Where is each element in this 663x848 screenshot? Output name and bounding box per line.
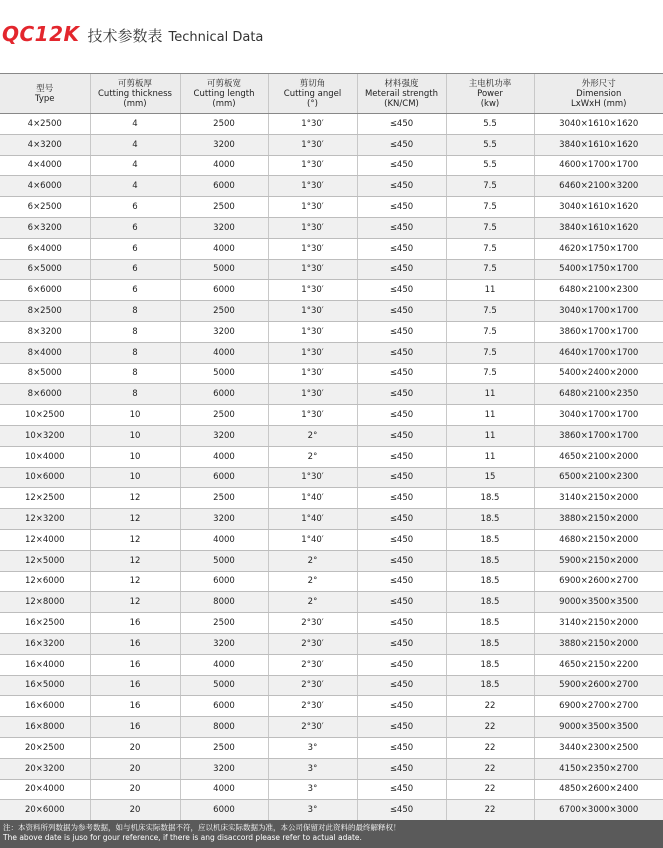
cell-power: 7.5	[446, 176, 534, 197]
cell-dimension: 5900×2150×2000	[534, 550, 663, 571]
cell-type: 12×6000	[0, 571, 90, 592]
cell-power: 7.5	[446, 301, 534, 322]
cell-length: 3200	[180, 134, 268, 155]
cell-thickness: 16	[90, 633, 180, 654]
cell-type: 16×6000	[0, 696, 90, 717]
cell-angle: 3°	[268, 758, 357, 779]
table-row	[0, 758, 663, 779]
cell-dimension: 3440×2300×2500	[534, 737, 663, 758]
cell-strength: ≤450	[357, 509, 446, 530]
cell-power: 5.5	[446, 134, 534, 155]
cell-thickness: 20	[90, 800, 180, 821]
cell-power: 11	[446, 384, 534, 405]
cell-angle: 1°30′	[268, 405, 357, 426]
table-row	[0, 363, 663, 384]
cell-strength: ≤450	[357, 550, 446, 571]
cell-thickness: 12	[90, 488, 180, 509]
cell-strength: ≤450	[357, 114, 446, 135]
cell-type: 16×3200	[0, 633, 90, 654]
cell-power: 7.5	[446, 342, 534, 363]
cell-angle: 2°	[268, 592, 357, 613]
cell-length: 4000	[180, 155, 268, 176]
cell-type: 6×2500	[0, 197, 90, 218]
cell-power: 11	[446, 405, 534, 426]
cell-strength: ≤450	[357, 717, 446, 738]
table-row	[0, 384, 663, 405]
cell-power: 18.5	[446, 654, 534, 675]
cell-strength: ≤450	[357, 238, 446, 259]
table-row	[0, 509, 663, 530]
cell-power: 18.5	[446, 488, 534, 509]
cell-type: 6×4000	[0, 238, 90, 259]
cell-type: 6×5000	[0, 259, 90, 280]
cell-strength: ≤450	[357, 633, 446, 654]
cell-length: 3200	[180, 633, 268, 654]
cell-power: 18.5	[446, 571, 534, 592]
page-header	[0, 22, 263, 50]
cell-dimension: 4850×2600×2400	[534, 779, 663, 800]
cell-thickness: 10	[90, 425, 180, 446]
table-row	[0, 717, 663, 738]
cell-dimension: 5400×1750×1700	[534, 259, 663, 280]
header-cutting-length: 可剪板宽 Cutting length (mm)	[180, 74, 268, 114]
cell-power: 5.5	[446, 114, 534, 135]
cell-strength: ≤450	[357, 758, 446, 779]
table-row	[0, 467, 663, 488]
cell-strength: ≤450	[357, 259, 446, 280]
table-row	[0, 425, 663, 446]
cell-power: 11	[446, 280, 534, 301]
cell-dimension: 6480×2100×2350	[534, 384, 663, 405]
cell-length: 8000	[180, 717, 268, 738]
cell-strength: ≤450	[357, 529, 446, 550]
title-chinese: 技术参数表	[87, 27, 163, 45]
cell-type: 16×4000	[0, 654, 90, 675]
cell-strength: ≤450	[357, 405, 446, 426]
cell-length: 6000	[180, 696, 268, 717]
footer-note	[0, 820, 663, 848]
cell-thickness: 8	[90, 384, 180, 405]
table-row	[0, 280, 663, 301]
cell-dimension: 6500×2100×2300	[534, 467, 663, 488]
cell-type: 8×4000	[0, 342, 90, 363]
cell-angle: 1°30′	[268, 259, 357, 280]
cell-type: 8×5000	[0, 363, 90, 384]
cell-strength: ≤450	[357, 592, 446, 613]
cell-angle: 2°30′	[268, 654, 357, 675]
cell-length: 5000	[180, 675, 268, 696]
table-row	[0, 217, 663, 238]
cell-length: 3200	[180, 425, 268, 446]
cell-length: 4000	[180, 529, 268, 550]
cell-length: 3200	[180, 758, 268, 779]
cell-thickness: 6	[90, 280, 180, 301]
cell-strength: ≤450	[357, 384, 446, 405]
cell-dimension: 9000×3500×3500	[534, 717, 663, 738]
cell-strength: ≤450	[357, 342, 446, 363]
cell-length: 3200	[180, 509, 268, 530]
cell-length: 4000	[180, 654, 268, 675]
cell-thickness: 8	[90, 342, 180, 363]
cell-type: 10×6000	[0, 467, 90, 488]
cell-thickness: 16	[90, 696, 180, 717]
cell-type: 12×4000	[0, 529, 90, 550]
cell-dimension: 5900×2600×2700	[534, 675, 663, 696]
cell-power: 18.5	[446, 592, 534, 613]
cell-dimension: 3860×1700×1700	[534, 321, 663, 342]
cell-dimension: 6700×3000×3000	[534, 800, 663, 821]
cell-strength: ≤450	[357, 425, 446, 446]
cell-thickness: 6	[90, 197, 180, 218]
cell-strength: ≤450	[357, 779, 446, 800]
cell-power: 18.5	[446, 509, 534, 530]
cell-length: 6000	[180, 467, 268, 488]
cell-angle: 1°30′	[268, 176, 357, 197]
cell-strength: ≤450	[357, 675, 446, 696]
cell-length: 2500	[180, 405, 268, 426]
cell-strength: ≤450	[357, 176, 446, 197]
cell-type: 20×4000	[0, 779, 90, 800]
cell-power: 11	[446, 446, 534, 467]
cell-strength: ≤450	[357, 654, 446, 675]
cell-angle: 2°	[268, 571, 357, 592]
cell-length: 3200	[180, 217, 268, 238]
cell-angle: 1°30′	[268, 301, 357, 322]
cell-power: 22	[446, 800, 534, 821]
cell-type: 12×8000	[0, 592, 90, 613]
technical-data-table	[0, 73, 663, 821]
cell-type: 8×3200	[0, 321, 90, 342]
cell-power: 11	[446, 425, 534, 446]
cell-length: 2500	[180, 613, 268, 634]
cell-power: 18.5	[446, 675, 534, 696]
cell-power: 5.5	[446, 155, 534, 176]
cell-dimension: 6480×2100×2300	[534, 280, 663, 301]
cell-dimension: 5400×2400×2000	[534, 363, 663, 384]
cell-thickness: 8	[90, 301, 180, 322]
cell-type: 4×6000	[0, 176, 90, 197]
cell-power: 22	[446, 737, 534, 758]
table-row	[0, 613, 663, 634]
cell-length: 2500	[180, 301, 268, 322]
cell-power: 7.5	[446, 363, 534, 384]
table-row	[0, 488, 663, 509]
cell-dimension: 3040×1700×1700	[534, 405, 663, 426]
cell-dimension: 3040×1700×1700	[534, 301, 663, 322]
cell-length: 4000	[180, 446, 268, 467]
cell-thickness: 4	[90, 176, 180, 197]
cell-power: 7.5	[446, 321, 534, 342]
cell-type: 10×3200	[0, 425, 90, 446]
cell-strength: ≤450	[357, 280, 446, 301]
cell-type: 12×5000	[0, 550, 90, 571]
cell-dimension: 4620×1750×1700	[534, 238, 663, 259]
cell-power: 7.5	[446, 197, 534, 218]
cell-length: 4000	[180, 238, 268, 259]
table-row	[0, 114, 663, 135]
cell-length: 4000	[180, 779, 268, 800]
table-row	[0, 342, 663, 363]
table-row	[0, 134, 663, 155]
cell-angle: 1°30′	[268, 238, 357, 259]
table-row	[0, 654, 663, 675]
cell-type: 10×4000	[0, 446, 90, 467]
cell-type: 12×3200	[0, 509, 90, 530]
cell-power: 15	[446, 467, 534, 488]
cell-thickness: 12	[90, 592, 180, 613]
cell-thickness: 12	[90, 550, 180, 571]
cell-type: 16×8000	[0, 717, 90, 738]
cell-angle: 1°30′	[268, 280, 357, 301]
cell-length: 2500	[180, 737, 268, 758]
cell-angle: 2°	[268, 446, 357, 467]
cell-strength: ≤450	[357, 737, 446, 758]
cell-length: 6000	[180, 176, 268, 197]
cell-angle: 1°30′	[268, 467, 357, 488]
cell-dimension: 4650×2150×2200	[534, 654, 663, 675]
cell-angle: 2°30′	[268, 696, 357, 717]
cell-thickness: 16	[90, 675, 180, 696]
cell-thickness: 20	[90, 779, 180, 800]
header-material-strength: 材料强度 Meterail strength (KN/CM)	[357, 74, 446, 114]
cell-thickness: 6	[90, 217, 180, 238]
cell-angle: 1°30′	[268, 114, 357, 135]
cell-strength: ≤450	[357, 467, 446, 488]
cell-type: 8×6000	[0, 384, 90, 405]
cell-angle: 2°	[268, 425, 357, 446]
cell-thickness: 12	[90, 529, 180, 550]
cell-type: 12×2500	[0, 488, 90, 509]
cell-strength: ≤450	[357, 571, 446, 592]
table-row	[0, 529, 663, 550]
table-row	[0, 571, 663, 592]
cell-type: 4×2500	[0, 114, 90, 135]
table-row	[0, 446, 663, 467]
cell-angle: 1°40′	[268, 529, 357, 550]
cell-strength: ≤450	[357, 197, 446, 218]
header-cutting-thickness: 可剪板厚 Cutting thickness (mm)	[90, 74, 180, 114]
cell-dimension: 9000×3500×3500	[534, 592, 663, 613]
cell-strength: ≤450	[357, 613, 446, 634]
cell-length: 8000	[180, 592, 268, 613]
cell-dimension: 3140×2150×2000	[534, 613, 663, 634]
cell-length: 4000	[180, 342, 268, 363]
cell-thickness: 20	[90, 758, 180, 779]
cell-strength: ≤450	[357, 155, 446, 176]
header-type: 型号 Type	[0, 74, 90, 114]
cell-length: 2500	[180, 197, 268, 218]
cell-length: 6000	[180, 571, 268, 592]
header-power: 主电机功率 Power (kw)	[446, 74, 534, 114]
table-row	[0, 737, 663, 758]
cell-dimension: 3840×1610×1620	[534, 217, 663, 238]
table-row	[0, 238, 663, 259]
cell-thickness: 8	[90, 363, 180, 384]
cell-thickness: 6	[90, 238, 180, 259]
table-body	[0, 114, 663, 821]
table-row	[0, 301, 663, 322]
cell-length: 6000	[180, 800, 268, 821]
cell-angle: 2°30′	[268, 675, 357, 696]
cell-thickness: 4	[90, 134, 180, 155]
cell-power: 22	[446, 717, 534, 738]
cell-angle: 3°	[268, 800, 357, 821]
cell-angle: 2°30′	[268, 613, 357, 634]
model-name: QC12K	[2, 22, 80, 46]
cell-dimension: 4650×2100×2000	[534, 446, 663, 467]
cell-thickness: 12	[90, 509, 180, 530]
cell-angle: 1°30′	[268, 197, 357, 218]
table-row	[0, 176, 663, 197]
cell-power: 18.5	[446, 550, 534, 571]
cell-dimension: 4150×2350×2700	[534, 758, 663, 779]
cell-length: 3200	[180, 321, 268, 342]
cell-angle: 1°30′	[268, 321, 357, 342]
cell-power: 7.5	[446, 259, 534, 280]
cell-dimension: 6900×2600×2700	[534, 571, 663, 592]
title-english: Technical Data	[168, 30, 264, 45]
cell-thickness: 10	[90, 405, 180, 426]
cell-angle: 2°30′	[268, 633, 357, 654]
cell-power: 22	[446, 696, 534, 717]
cell-angle: 1°30′	[268, 363, 357, 384]
cell-power: 7.5	[446, 217, 534, 238]
cell-strength: ≤450	[357, 446, 446, 467]
cell-angle: 1°40′	[268, 509, 357, 530]
cell-dimension: 3040×1610×1620	[534, 197, 663, 218]
cell-power: 22	[446, 758, 534, 779]
cell-dimension: 3840×1610×1620	[534, 134, 663, 155]
table-row	[0, 800, 663, 821]
cell-angle: 3°	[268, 737, 357, 758]
cell-dimension: 3860×1700×1700	[534, 425, 663, 446]
cell-length: 5000	[180, 259, 268, 280]
cell-type: 4×3200	[0, 134, 90, 155]
cell-thickness: 16	[90, 613, 180, 634]
table-row	[0, 405, 663, 426]
table-row	[0, 550, 663, 571]
cell-dimension: 4600×1700×1700	[534, 155, 663, 176]
header-dimension: 外形尺寸 Dimension LxWxH (mm)	[534, 74, 663, 114]
table-row	[0, 321, 663, 342]
table-row	[0, 696, 663, 717]
cell-strength: ≤450	[357, 363, 446, 384]
cell-thickness: 4	[90, 155, 180, 176]
cell-strength: ≤450	[357, 800, 446, 821]
cell-power: 18.5	[446, 633, 534, 654]
cell-thickness: 16	[90, 654, 180, 675]
cell-type: 10×2500	[0, 405, 90, 426]
cell-type: 6×3200	[0, 217, 90, 238]
footer-note-chinese: 注：本资料所列数据为参考数据，如与机床实际数据不符，应以机床实际数据为准，本公司保留对此资料的最终解释权！	[3, 823, 401, 832]
cell-angle: 1°30′	[268, 134, 357, 155]
cell-type: 16×5000	[0, 675, 90, 696]
table-row	[0, 633, 663, 654]
cell-length: 6000	[180, 280, 268, 301]
cell-dimension: 3880×2150×2000	[534, 633, 663, 654]
table-row	[0, 592, 663, 613]
cell-angle: 2°	[268, 550, 357, 571]
table-row	[0, 779, 663, 800]
cell-thickness: 20	[90, 737, 180, 758]
cell-thickness: 6	[90, 259, 180, 280]
table-row	[0, 259, 663, 280]
cell-thickness: 4	[90, 114, 180, 135]
cell-strength: ≤450	[357, 301, 446, 322]
cell-angle: 2°30′	[268, 717, 357, 738]
cell-dimension: 6900×2700×2700	[534, 696, 663, 717]
cell-angle: 1°30′	[268, 155, 357, 176]
cell-angle: 1°30′	[268, 342, 357, 363]
cell-power: 18.5	[446, 613, 534, 634]
cell-thickness: 8	[90, 321, 180, 342]
table-row	[0, 197, 663, 218]
cell-type: 4×4000	[0, 155, 90, 176]
cell-strength: ≤450	[357, 134, 446, 155]
footer-note-english: The above date is juso for gour reference, if there is ang disaccord please refer to actual adate.	[3, 833, 362, 842]
table-header-row	[0, 74, 663, 114]
cell-thickness: 16	[90, 717, 180, 738]
cell-thickness: 12	[90, 571, 180, 592]
cell-length: 5000	[180, 550, 268, 571]
cell-type: 8×2500	[0, 301, 90, 322]
cell-dimension: 3140×2150×2000	[534, 488, 663, 509]
header-cutting-angle: 剪切角 Cutting angel (°)	[268, 74, 357, 114]
cell-length: 2500	[180, 488, 268, 509]
cell-strength: ≤450	[357, 488, 446, 509]
cell-type: 16×2500	[0, 613, 90, 634]
cell-thickness: 10	[90, 446, 180, 467]
table-row	[0, 675, 663, 696]
cell-thickness: 10	[90, 467, 180, 488]
cell-power: 22	[446, 779, 534, 800]
cell-length: 2500	[180, 114, 268, 135]
cell-dimension: 4640×1700×1700	[534, 342, 663, 363]
cell-angle: 1°40′	[268, 488, 357, 509]
cell-dimension: 6460×2100×3200	[534, 176, 663, 197]
cell-dimension: 4680×2150×2000	[534, 529, 663, 550]
cell-type: 20×3200	[0, 758, 90, 779]
cell-power: 18.5	[446, 529, 534, 550]
cell-power: 7.5	[446, 238, 534, 259]
cell-strength: ≤450	[357, 321, 446, 342]
cell-type: 20×6000	[0, 800, 90, 821]
cell-type: 20×2500	[0, 737, 90, 758]
cell-type: 6×6000	[0, 280, 90, 301]
table-row	[0, 155, 663, 176]
cell-length: 6000	[180, 384, 268, 405]
cell-dimension: 3880×2150×2000	[534, 509, 663, 530]
cell-angle: 1°30′	[268, 384, 357, 405]
cell-strength: ≤450	[357, 696, 446, 717]
cell-strength: ≤450	[357, 217, 446, 238]
cell-angle: 1°30′	[268, 217, 357, 238]
cell-angle: 3°	[268, 779, 357, 800]
cell-dimension: 3040×1610×1620	[534, 114, 663, 135]
cell-length: 5000	[180, 363, 268, 384]
